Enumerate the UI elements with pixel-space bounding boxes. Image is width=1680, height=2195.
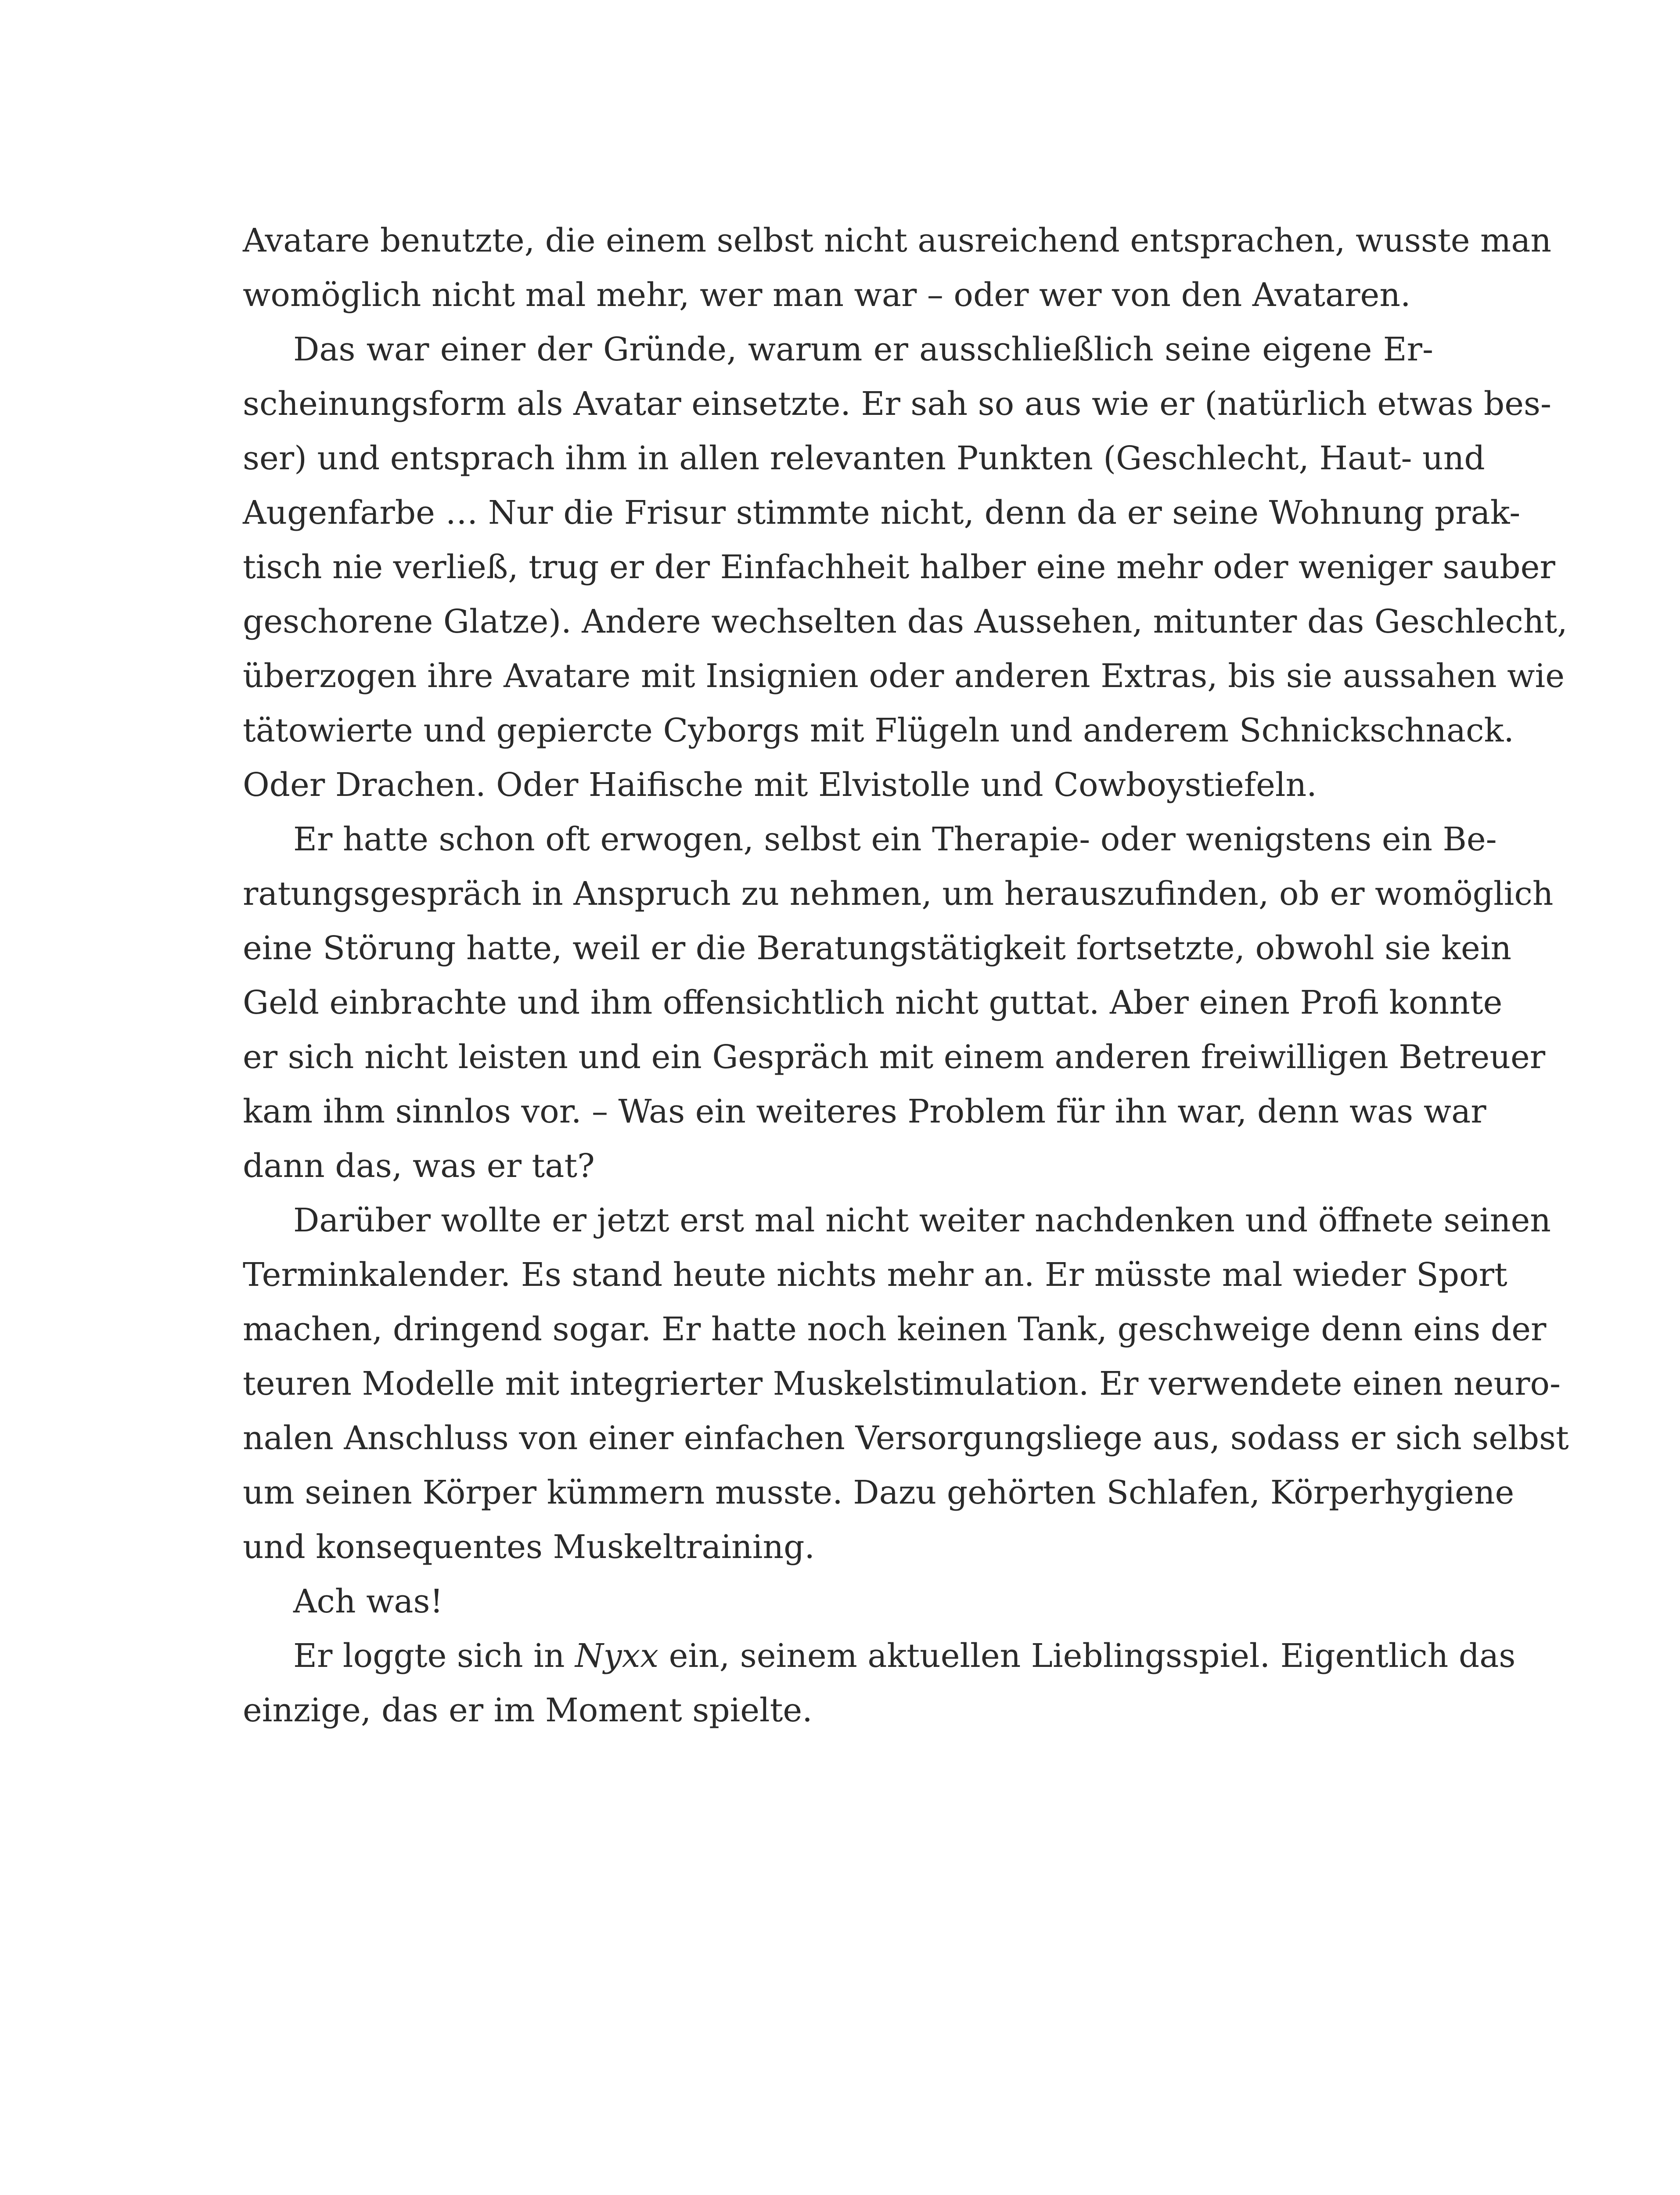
- text-line: er sich nicht leisten und ein Gespräch mit einem anderen freiwilligen Betreuer: [243, 1038, 1546, 1076]
- body-text: [243, 213, 1569, 1738]
- text-line: um seinen Körper kümmern musste. Dazu gehörten Schlafen, Körperhygiene: [243, 1474, 1515, 1511]
- text-line: Das war einer der Gründe, warum er ausschließlich seine eigene Er-: [293, 331, 1433, 368]
- text-line: [243, 1629, 1516, 1683]
- text-line: Augenfarbe … Nur die Frisur stimmte nicht, denn da er seine Wohnung prak-: [243, 494, 1521, 532]
- text-line: tätowierte und gepiercte Cyborgs mit Flügeln und anderem Schnickschnack.: [243, 712, 1514, 749]
- text-line: einzige, das er im Moment spielte.: [243, 1691, 813, 1729]
- text-line: scheinungsform als Avatar einsetzte. Er sah so aus wie er (natürlich etwas bes-: [243, 385, 1551, 423]
- text-line: geschorene Glatze). Andere wechselten das Aussehen, mitunter das Geschlecht,: [243, 603, 1568, 641]
- text-segment: ein, seinem aktuellen Lieblingsspiel. Eigentlich das: [658, 1637, 1516, 1675]
- text-line: tisch nie verließ, trug er der Einfachheit halber eine mehr oder weniger sauber: [243, 548, 1555, 586]
- text-line: Avatare benutzte, die einem selbst nicht ausreichend entsprachen, wusste man: [243, 222, 1551, 259]
- text-line: Ach was!: [293, 1583, 443, 1620]
- text-segment: Er loggte sich in: [293, 1637, 576, 1675]
- text-line: überzogen ihre Avatare mit Insignien oder anderen Extras, bis sie aussahen wie: [243, 657, 1565, 695]
- text-line: ratungsgespräch in Anspruch zu nehmen, um herauszufinden, ob er womöglich: [243, 875, 1554, 913]
- text-line: womöglich nicht mal mehr, wer man war – oder wer von den Avataren.: [243, 276, 1411, 314]
- text-line: nalen Anschluss von einer einfachen Versorgungsliege aus, sodass er sich selbst: [243, 1419, 1569, 1457]
- game-title: Nyxx: [575, 1637, 659, 1675]
- text-line: teuren Modelle mit integrierter Muskelstimulation. Er verwendete einen neuro-: [243, 1365, 1561, 1403]
- text-line: Oder Drachen. Oder Haifische mit Elvistolle und Cowboystiefeln.: [243, 766, 1317, 804]
- text-line: Terminkalender. Es stand heute nichts mehr an. Er müsste mal wieder Sport: [243, 1256, 1507, 1294]
- text-line: und konsequentes Muskeltraining.: [243, 1528, 815, 1566]
- text-line: Er hatte schon oft erwogen, selbst ein Therapie- oder wenigstens ein Be-: [293, 820, 1497, 858]
- text-line: Geld einbrachte und ihm offensichtlich nicht guttat. Aber einen Profi konnte: [243, 984, 1503, 1022]
- text-line: eine Störung hatte, weil er die Beratungstätigkeit fortsetzte, obwohl sie kein: [243, 929, 1512, 967]
- text-line: ser) und entsprach ihm in allen relevanten Punkten (Geschlecht, Haut- und: [243, 439, 1485, 477]
- text-line: Darüber wollte er jetzt erst mal nicht weiter nachdenken und öffnete seinen: [293, 1202, 1551, 1239]
- text-line: machen, dringend sogar. Er hatte noch keinen Tank, geschweige denn eins der: [243, 1310, 1547, 1348]
- text-line: kam ihm sinnlos vor. – Was ein weiteres Problem für ihn war, denn was war: [243, 1093, 1486, 1130]
- text-line: dann das, was er tat?: [243, 1147, 595, 1185]
